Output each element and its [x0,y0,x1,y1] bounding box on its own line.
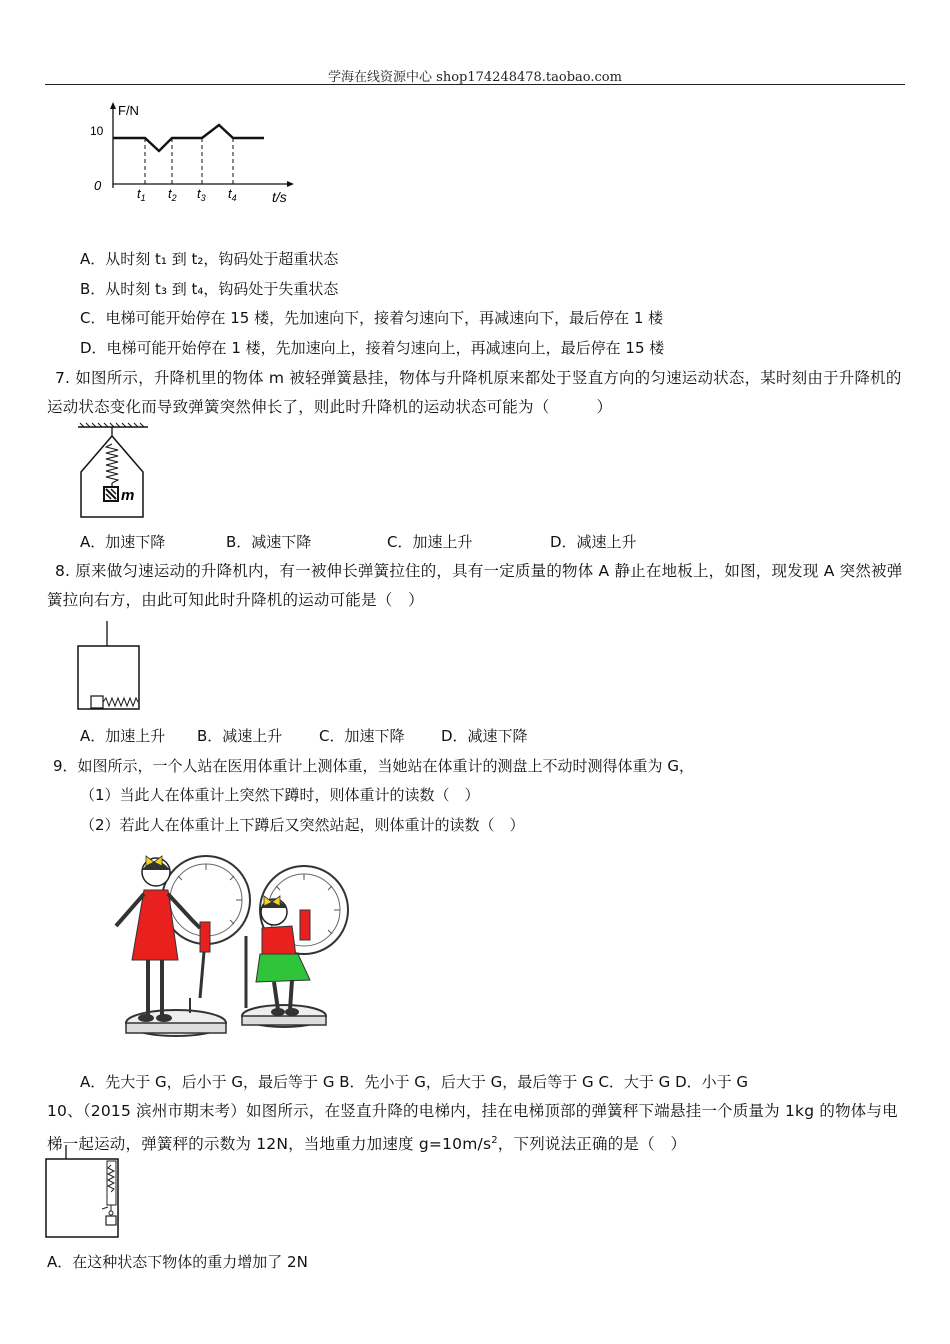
q6-option-d: D．电梯可能开始停在 1 楼，先加速向上，接着匀速向上，再减速向上，最后停在 15 楼 [80,339,665,357]
q7-option-b: B．减速下降 [226,533,312,551]
t2-label: $t_2$ [168,186,177,203]
origin-label: 0 [94,178,102,193]
q9-options: A．先大于 G，后小于 G，最后等于 G B．先小于 G，后大于 G，最后等于 G C．大于 G D．小于 G [80,1073,749,1091]
q10-elevator-diagram [44,1145,124,1240]
q9-question: 9．如图所示，一个人站在医用体重计上测体重，当她站在体重计的测盘上不动时测得体重为 G， [53,757,694,775]
red-top-right [262,926,296,956]
t1-label: $t_1$ [137,186,146,203]
y-axis-arrow [110,102,116,109]
q6-option-c: C．电梯可能开始停在 15 楼，先加速向下，接着匀速向下，再减速向下，最后停在 1 楼 [80,309,664,327]
q8-option-c: C．加速下降 [319,727,405,745]
q10-question [47,1097,909,1159]
force-curve [113,125,264,151]
t3-label: $t_3$ [197,186,206,203]
q7-option-a: A．加速下降 [80,533,166,551]
x-axis-arrow [287,181,294,187]
q6-option-b: B．从时刻 t₃ 到 t₄，钩码处于失重状态 [80,280,339,298]
q9-sub-question-1: （1）当此人在体重计上突然下蹲时，则体重计的读数（ ） [80,786,480,804]
q9-scale-illustration [96,848,368,1053]
force-time-graph [80,96,320,211]
horizontal-spring [103,698,138,706]
q10-option-a: A．在这种状态下物体的重力增加了 2N [47,1253,308,1271]
y-axis-label: F/N [118,103,139,118]
q8-option-a: A．加速上升 [80,727,166,745]
q10-text-part1: 10、（2015 滨州市期末考）如图所示，在竖直升降的电梯内，挂在电梯顶部的弹簧秤下端悬挂一个质量为 1kg 的物体与电梯一起运动，弹簧秤的示数为 12N，当地重力加速度 g=10m/s [47,1102,898,1154]
q7-option-c: C．加速上升 [387,533,473,551]
mass-label: m [121,487,135,504]
q10-superscript: 2 [491,1135,498,1146]
q6-option-a: A．从时刻 t₁ 到 t₂，钩码处于超重状态 [80,250,339,268]
spring [106,444,118,483]
q8-option-b: B．减速上升 [197,727,283,745]
green-skirt-right [256,954,310,982]
t4-label: $t_4$ [228,186,237,203]
y-tick-10: 10 [90,124,104,138]
q7-question: 7. 如图所示，升降机里的物体 m 被轻弹簧悬挂，物体与升降机原来都处于竖直方向的匀速运动状态，某时刻由于升降机的运动状态变化而导致弹簧突然伸长了，则此时升降机的运动状态可能为（ ） [47,369,902,416]
header-divider [45,84,905,85]
q8-elevator-diagram [76,620,142,712]
x-axis-label: t/s [272,189,287,205]
block-a [91,696,103,708]
page-header: 学海在线资源中心 shop174248478.taobao.com [328,70,622,85]
q7-elevator-diagram [76,422,156,522]
q8-option-d: D．减速下降 [441,727,528,745]
q7-option-d: D．减速上升 [550,533,637,551]
hanging-weight [106,1216,116,1225]
q9-sub-question-2: （2）若此人在体重计上下蹲后又突然站起，则体重计的读数（ ） [80,816,525,834]
q8-question: 8. 原来做匀速运动的升降机内，有一被伸长弹簧拉住的，具有一定质量的物体 A 静止在地板上，如图，现发现 A 突然被弹簧拉向右方，由此可知此时升降机的运动可能是（ ） [47,562,903,609]
q10-text-part2: ，下列说法正确的是（ ） [497,1135,687,1154]
